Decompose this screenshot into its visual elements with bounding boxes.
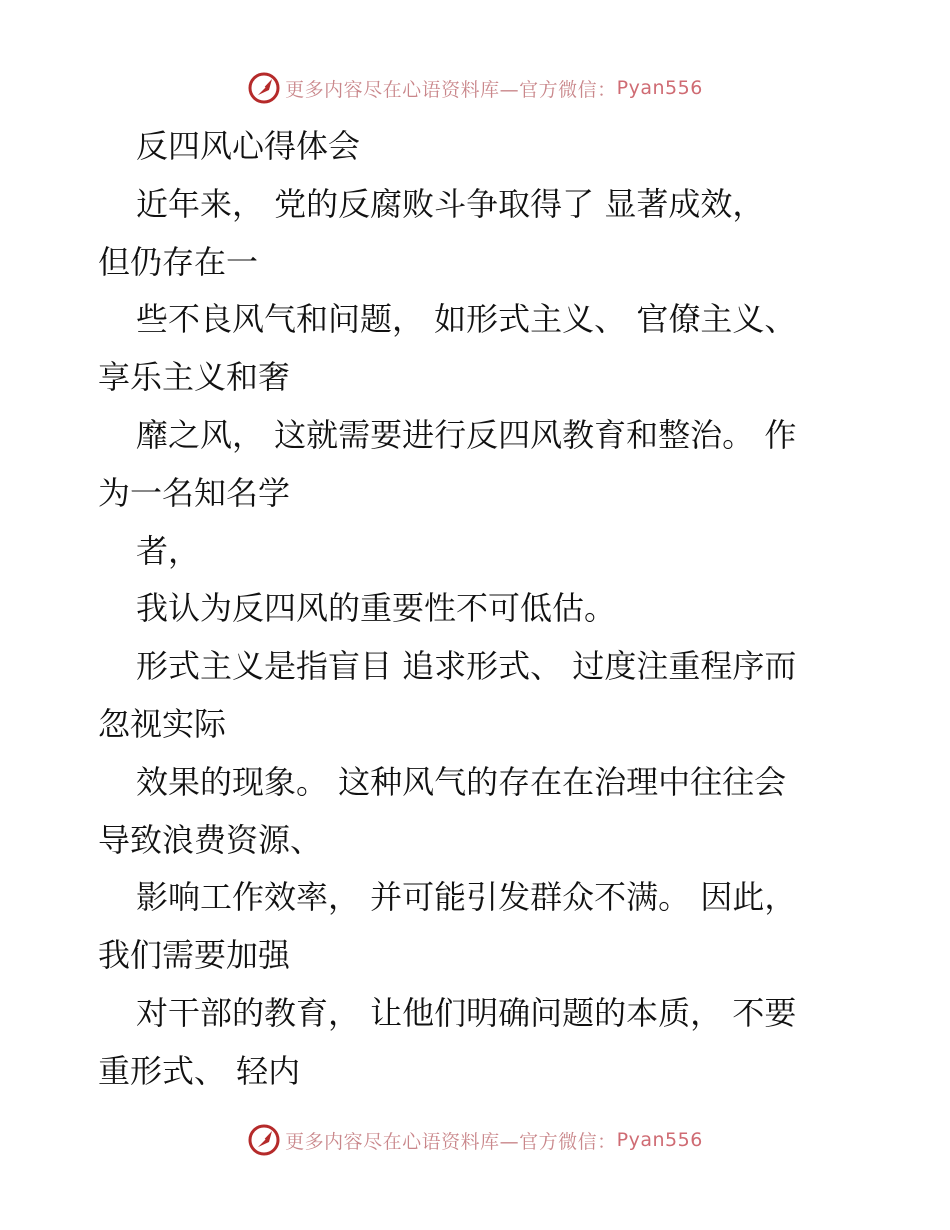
text-line: 享乐主义和奢 xyxy=(98,358,291,397)
text-line: 形式主义是指盲目 追求形式、 过度注重程序而 xyxy=(136,647,797,686)
text-line: 但仍存在一 xyxy=(98,242,259,281)
document-body xyxy=(98,118,858,1101)
text-line: 对干部的教育， 让他们明确问题的本质， 不要 xyxy=(136,993,797,1032)
text-line: 导致浪费资源、 xyxy=(98,820,323,859)
banner-wechat-id: Pyan556 xyxy=(616,1129,703,1151)
banner-text: 更多内容尽在心语资料库—官方微信： xyxy=(285,1130,617,1153)
text-line: 者， xyxy=(136,531,201,570)
text-line: 近年来， 党的反腐败斗争取得了 显著成效， xyxy=(136,184,765,223)
text-line: 为一名知名学 xyxy=(98,473,291,512)
header-banner xyxy=(0,68,950,108)
quill-logo-icon xyxy=(247,1123,281,1157)
text-line: 靡之风， 这就需要进行反四风教育和整治。 作 xyxy=(136,415,797,454)
text-line: 些不良风气和问题， 如形式主义、 官僚主义、 xyxy=(136,300,797,339)
text-line: 效果的现象。 这种风气的存在在治理中往往会 xyxy=(136,762,787,801)
text-line: 影响工作效率， 并可能引发群众不满。 因此， xyxy=(136,878,797,917)
text-line: 重形式、 轻内 xyxy=(98,1051,301,1090)
footer-banner xyxy=(0,1120,950,1160)
banner-wechat-id: Pyan556 xyxy=(616,77,703,99)
text-line: 反四风心得体会 xyxy=(136,127,361,165)
banner-text: 更多内容尽在心语资料库—官方微信： xyxy=(285,78,617,101)
text-line: 忽视实际 xyxy=(98,704,227,743)
text-line: 我们需要加强 xyxy=(98,936,291,975)
text-line: 我认为反四风的重要性不可低估。 xyxy=(136,589,617,628)
quill-logo-icon xyxy=(247,71,281,105)
